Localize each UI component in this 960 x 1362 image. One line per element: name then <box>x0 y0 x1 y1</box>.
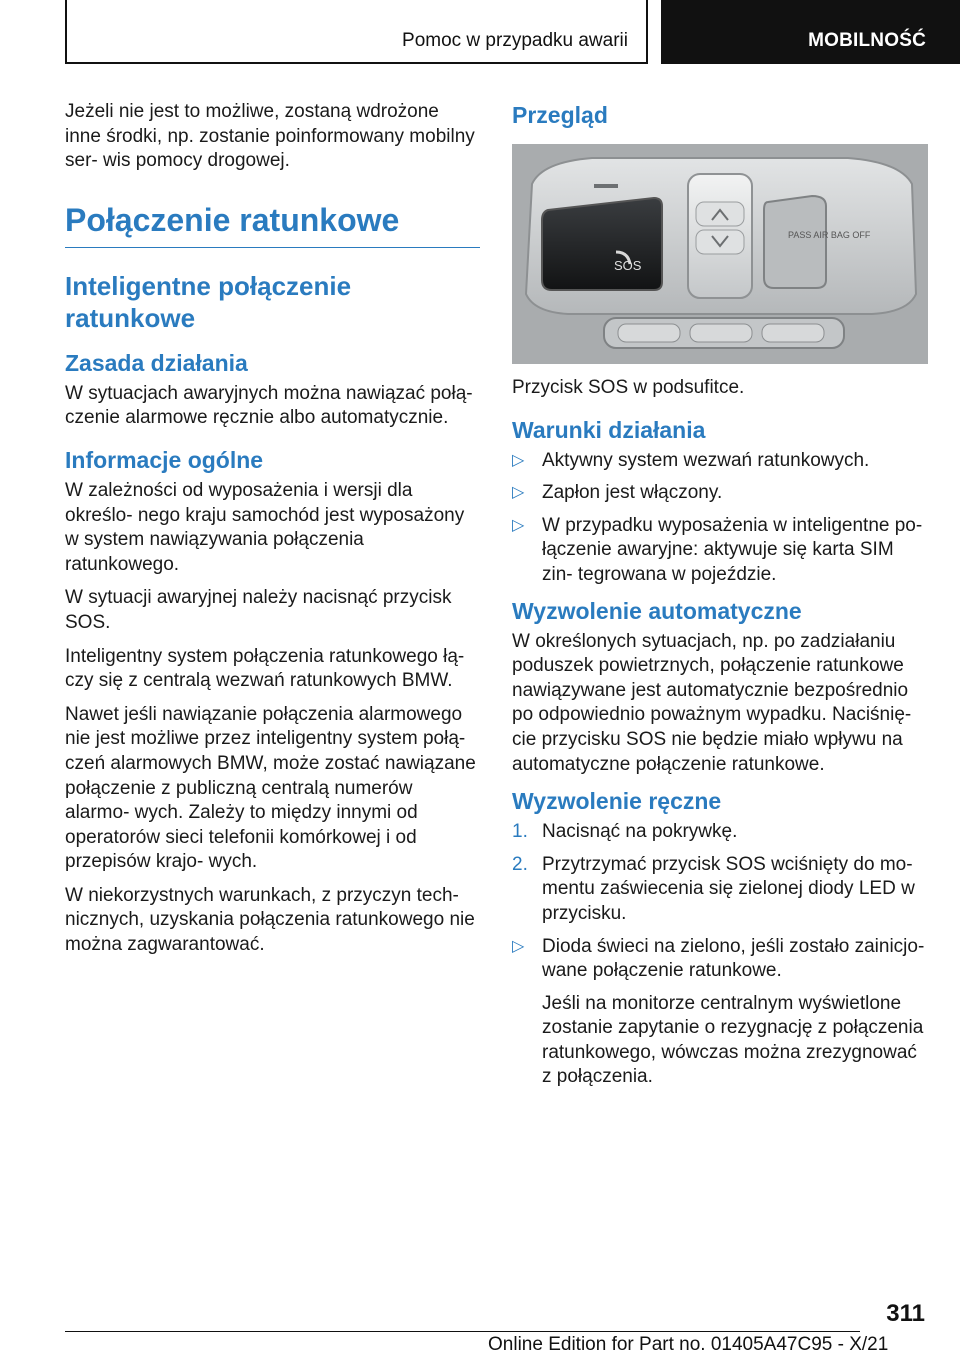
steps-list <box>512 820 928 984</box>
step-text: Przytrzymać przycisk SOS wciśnięty do mo‐ mentu zaświecenia się zielonej diody LED w przycisku. <box>542 853 915 924</box>
heading-przeglad: Przegląd <box>512 102 608 128</box>
list-item-text: Zapłon jest włączony. <box>542 482 723 504</box>
step-item <box>512 820 928 845</box>
step-number: 1. <box>512 821 528 843</box>
list-item <box>512 481 928 506</box>
result-note: Jeśli na monitorze centralnym wyświetlone zostanie zapytanie o rezygnację z połączenia ratunkowego, wówczas można zrezygnować z połączenia. <box>542 992 924 1088</box>
conditions-list <box>512 449 928 588</box>
paragraph-info: W sytuacji awaryjnej należy nacisnąć przycisk SOS. <box>65 587 452 633</box>
header-chapter-title: MOBILNOŚĆ <box>808 30 926 51</box>
intro-paragraph: Jeżeli nie jest to możliwe, zostaną wdrożone inne środki, np. zostanie poinformowany mobilny ser‐ wis pomocy drogowej. <box>65 101 475 172</box>
step-text: Nacisnąć na pokrywkę. <box>542 821 738 843</box>
triangle-bullet-icon: ▷ <box>512 484 525 502</box>
sos-label: SOS <box>614 258 642 273</box>
triangle-bullet-icon: ▷ <box>512 516 525 534</box>
paragraph-automatic: W określonych sytuacjach, np. po zadziałaniu poduszek powietrznych, połączenie ratunkowe nawiązywane jest automatycznie bezpośrednio po odpowiednio poważnym wypadku. Naciśnię‐ cie przycisku SOS nie będzie miało wpływu na automatyczne połączenie ratunkowe. <box>512 630 912 775</box>
left-column <box>65 100 480 967</box>
heading-wyzwolenie-automatyczne: Wyzwolenie automatyczne <box>512 597 802 624</box>
heading-zasada-dzialania: Zasada działania <box>65 349 248 376</box>
paragraph-info: W zależności od wyposażenia i wersji dla określo‐ nego kraju samochód jest wyposażony w system nawiązywania połączenia ratunkowego. <box>65 479 465 575</box>
triangle-bullet-icon: ▷ <box>512 451 525 469</box>
paragraph-zasada: W sytuacjach awaryjnych można nawiązać połą‐ czenie alarmowe ręcznie albo automatycznie. <box>65 382 473 429</box>
result-item <box>512 935 928 984</box>
heading-inteligentne-polaczenie: Inteligentne połączenie ratunkowe <box>65 270 352 333</box>
footer-edition: Online Edition for Part no. 01405A47C95 - X/21 <box>488 1334 889 1355</box>
paragraph-info: Nawet jeśli nawiązanie połączenia alarmowego nie jest możliwe przez inteligentny system połą‐ czeń alarmowych BMW, może zostać nawiązane połączenie z publiczną centralą numerów alarmo‐ wych. Zależy to między innymi od operatorów sieci telefonii komórkowej i od przepisów krajo‐ wych. <box>65 703 476 873</box>
overhead-console-illustration <box>512 144 928 364</box>
list-item-text: Aktywny system wezwań ratunkowych. <box>542 449 870 471</box>
triangle-bullet-icon: ▷ <box>512 937 525 955</box>
step-item <box>512 853 928 927</box>
result-text: Dioda świeci na zielono, jeśli zostało zainicjo‐ wane połączenie ratunkowe. <box>542 935 925 982</box>
heading-informacje-ogolne: Informacje ogólne <box>65 446 264 473</box>
right-column <box>512 100 928 1099</box>
list-item <box>512 514 928 588</box>
heading-wyzwolenie-reczne: Wyzwolenie ręczne <box>512 788 722 815</box>
paragraph-info: Inteligentny system połączenia ratunkowego łą‐ czy się z centralą wezwań ratunkowych BMW. <box>65 645 465 692</box>
sos-button-photo <box>512 144 928 364</box>
airbag-label: PASS AIR BAG OFF <box>788 230 871 240</box>
list-item <box>512 449 928 474</box>
paragraph-info: W niekorzystnych warunkach, z przyczyn tech‐ nicznych, uzyskania połączenia ratunkowego nie można zagwarantować. <box>65 884 475 956</box>
header-chapter-tab <box>661 0 960 64</box>
list-item-text: W przypadku wyposażenia w inteligentne po‐ łączenie awaryjne: aktywuje się karta SIM zin‐ tegrowana w pojeździe. <box>542 514 923 585</box>
header-section-tab <box>65 0 648 64</box>
heading-polaczenie-ratunkowe: Połączenie ratunkowe <box>65 202 480 248</box>
footer-divider <box>65 1331 860 1332</box>
heading-warunki-dzialania: Warunki działania <box>512 416 706 443</box>
step-number: 2. <box>512 853 528 875</box>
header-section-title: Pomoc w przypadku awarii <box>402 30 628 51</box>
figure-caption: Przycisk SOS w podsufitce. <box>512 377 745 398</box>
page-number: 311 <box>886 1300 925 1327</box>
